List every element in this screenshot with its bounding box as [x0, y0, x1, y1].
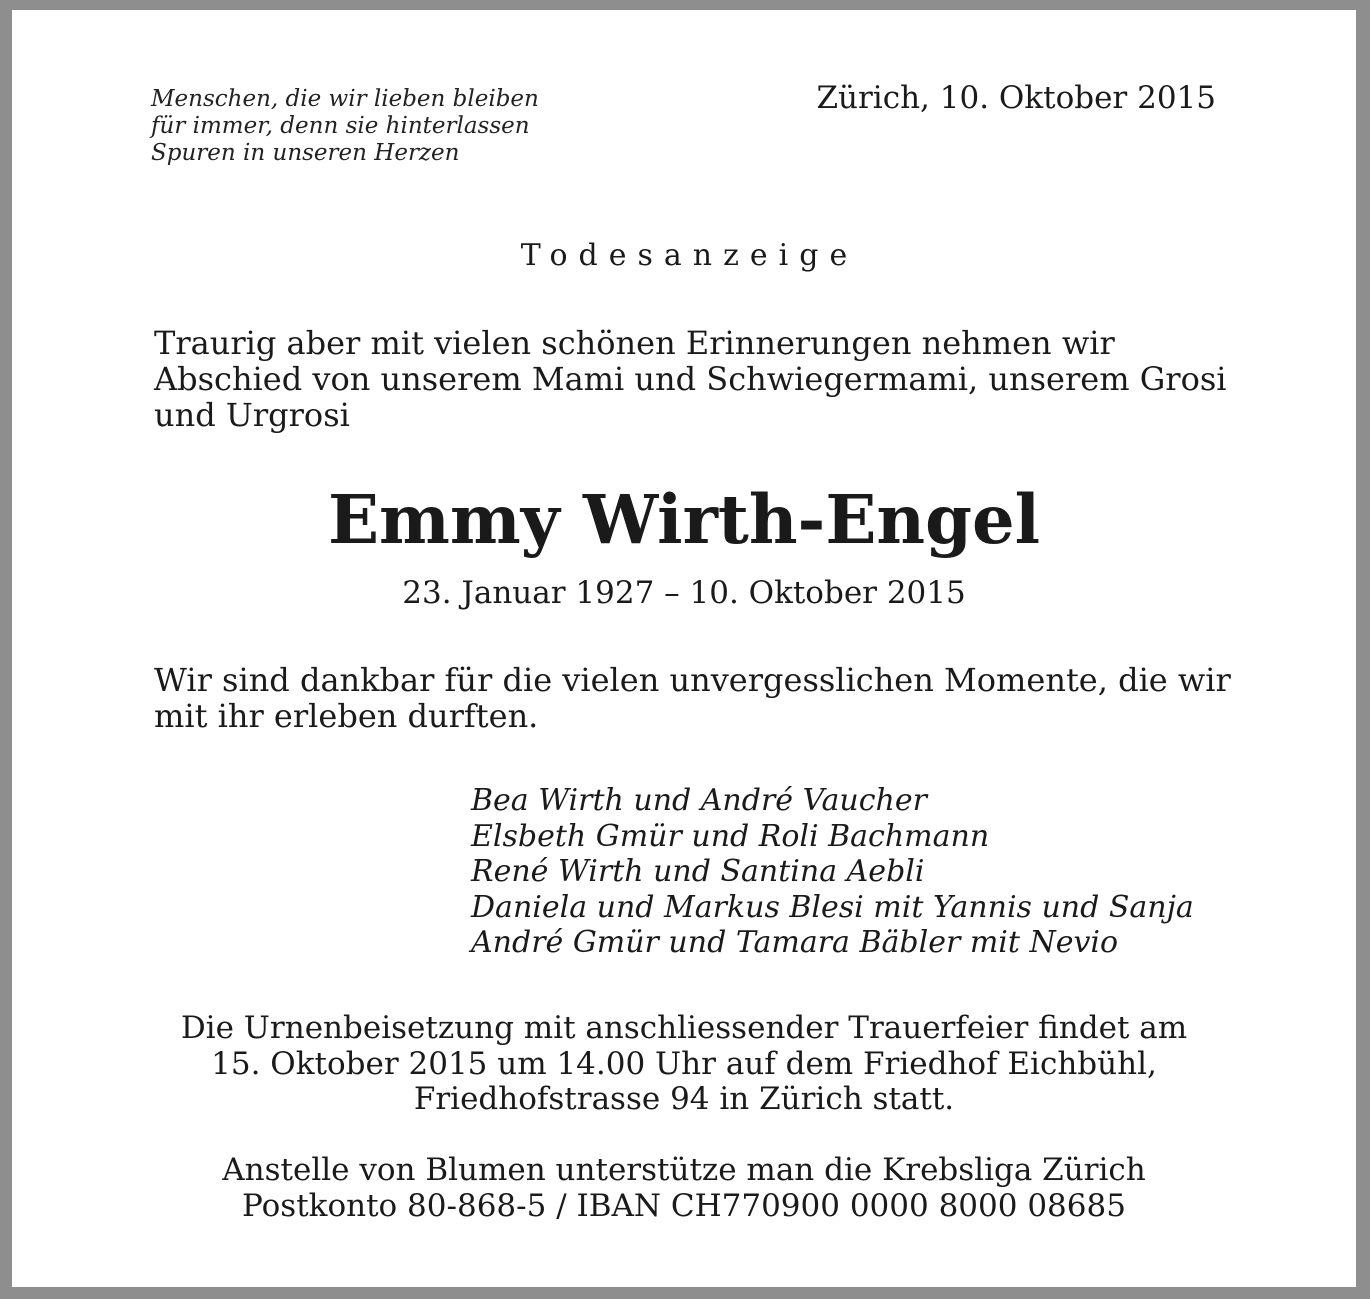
- mourner-entry: Bea Wirth und André Vaucher: [471, 783, 927, 818]
- mourner-entry: René Wirth und Santina Aebli: [471, 854, 925, 889]
- mourner-entry: André Gmür und Tamara Bäbler mit Nevio: [471, 925, 1119, 960]
- mourner-entry: Daniela und Markus Blesi mit Yannis und Sanja: [471, 889, 1194, 925]
- donation-line: Anstelle von Blumen unterstütze man die Krebsliga Zürich: [222, 1152, 1146, 1188]
- intro-paragraph: [154, 325, 1226, 433]
- intro-line: Abschied von unserem Mami und Schwiegermami, unserem Grosi: [154, 360, 1227, 398]
- intro-line: Traurig aber mit vielen schönen Erinnerungen nehmen wir: [154, 324, 1115, 362]
- thanks-paragraph: [154, 662, 1231, 734]
- obituary-page: [12, 10, 1356, 1287]
- thanks-line: mit ihr erleben durften.: [154, 697, 539, 735]
- motto-line: Spuren in unseren Herzen: [151, 140, 460, 166]
- motto-line: für immer, denn sie hinterlassen: [151, 113, 530, 139]
- funeral-line: Die Urnenbeisetzung mit anschliessender Trauerfeier findet am: [180, 1010, 1188, 1046]
- funeral-line: Friedhofstrasse 94 in Zürich statt.: [413, 1081, 955, 1117]
- motto-line: Menschen, die wir lieben bleiben: [151, 86, 539, 112]
- mourners-list: [471, 783, 1194, 961]
- intro-line: und Urgrosi: [154, 396, 350, 434]
- thanks-line: Wir sind dankbar für die vielen unvergesslichen Momente, die wir: [154, 661, 1231, 699]
- funeral-details: [12, 1011, 1356, 1118]
- place-and-date: Zürich, 10. Oktober 2015: [816, 80, 1216, 116]
- deceased-name: Emmy Wirth-Engel: [327, 480, 1041, 559]
- deceased-lifespan: 23. Januar 1927 – 10. Oktober 2015: [402, 575, 966, 611]
- donation-notice: [12, 1153, 1356, 1224]
- funeral-line: 15. Oktober 2015 um 14.00 Uhr auf dem Friedhof Eichbühl,: [211, 1045, 1157, 1082]
- motto-quote: [151, 86, 539, 167]
- notice-heading: Todesanzeige: [520, 238, 859, 273]
- mourner-entry: Elsbeth Gmür und Roli Bachmann: [471, 818, 990, 854]
- donation-line: Postkonto 80-868-5 / IBAN CH770900 0000 8000 08685: [242, 1187, 1126, 1224]
